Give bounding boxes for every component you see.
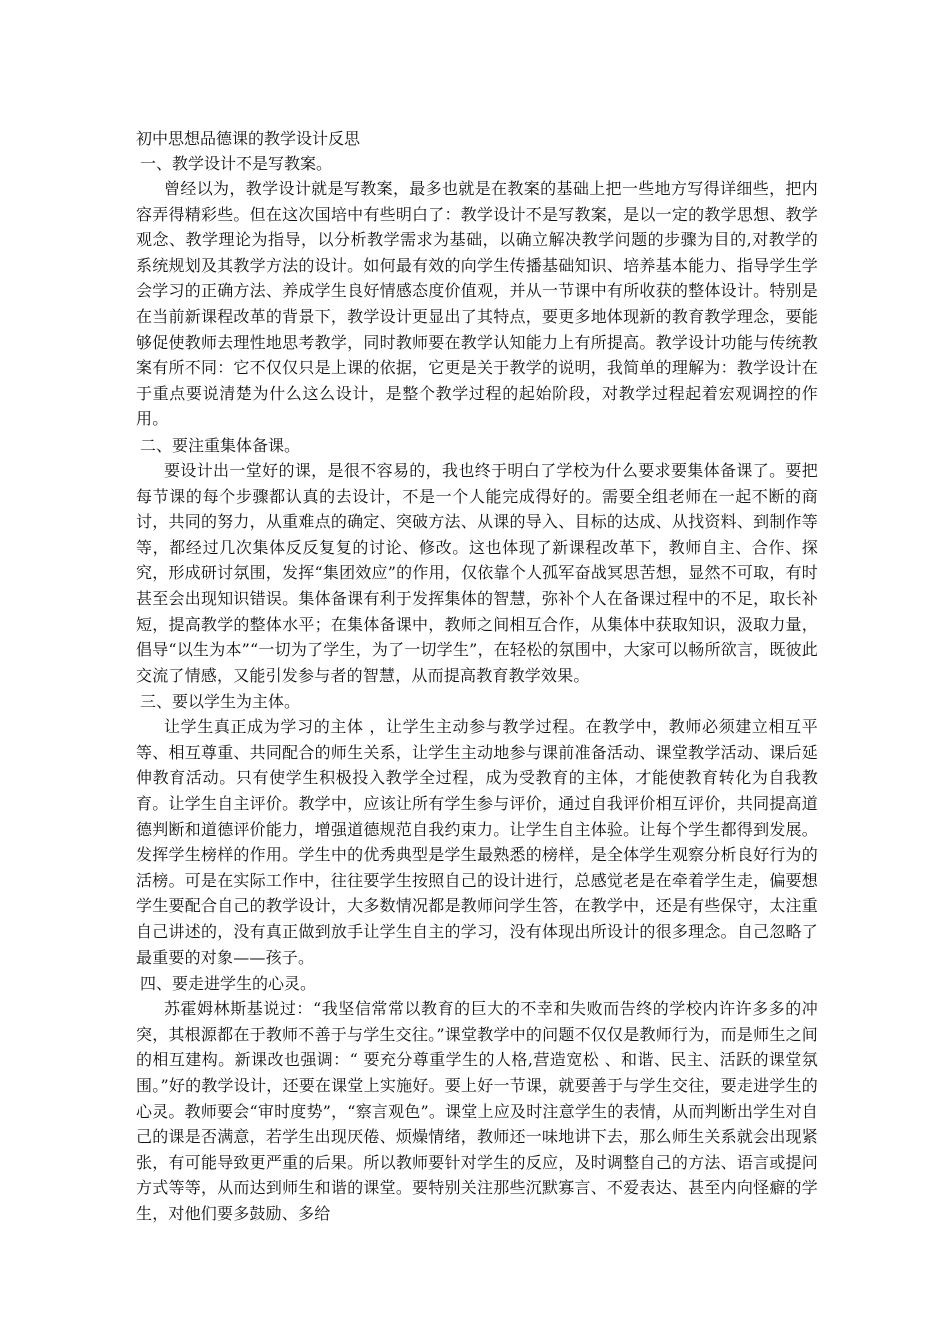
section-paragraph: 要设计出一堂好的课，是很不容易的，我也终于明白了学校为什么要求要集体备课了。要把每节课的每个步骤都认真的去设计，不是一个人能完成得好的。需要全组老师在一起不断的商讨，共同的努力，从重难点的确定、突破方法、从课的导入、目标的达成、从找资料、到制作等等，都经过几次集体反反复复的讨论、修改。这也体现了新课程改革下，教师自主、合作、探究，形成研讨氛围，发挥“集团效应”的作用，仅依靠个人孤军奋战冥思苦想，显然不可取，有时甚至会出现知识错误。集体备课有利于发挥集体的智慧，弥补个人在备课过程中的不足，取长补短，提高教学的整体水平；在集体备课中，教师之间相互合作，从集体中获取知识，汲取力量，倡导“以生为本”“一切为了学生，为了一切学生”，在轻松的氛围中，大家可以畅所欲言，既彼此交流了情感，又能引发参与者的智慧，从而提高教育教学效果。 bbox=[136, 460, 818, 685]
section-heading: 四、要走进学生的心灵。 bbox=[140, 974, 317, 994]
section-heading: 三、要以学生为主体。 bbox=[140, 692, 301, 712]
section-1 bbox=[136, 152, 818, 432]
section-3 bbox=[136, 690, 818, 970]
section-paragraph: 让学生真正成为学习的主体 ，让学生主动参与教学过程。在教学中，教师必须建立相互平等、相互尊重、共同配合的师生关系，让学生主动地参与课前准备活动、课堂教学活动、课后延伸教育活动。只有使学生积极投入教学全过程，成为受教育的主体，才能使教育转化为自我教育。让学生自主评价。教学中，应该让所有学生参与评价，通过自我评价相互评价，共同提高道德判断和道德评价能力，增强道德规范自我约束力。让学生自主体验。让每个学生都得到发展。发挥学生榜样的作用。学生中的优秀典型是学生最熟悉的榜样，是全体学生观察分析良好行为的活榜。可是在实际工作中，往往要学生按照自己的设计进行，总感觉老是在牵着学生走，偏要想学生要配合自己的教学设计，大多数情况都是教师问学生答，在教学中，还是有些保守，太注重自己讲述的，没有真正做到放手让学生自主的学习，没有体现出所设计的很多理念。自己忽略了最重要的对象——孩子。 bbox=[136, 717, 818, 967]
section-paragraph: 曾经以为，教学设计就是写教案，最多也就是在教案的基础上把一些地方写得详细些，把内容弄得精彩些。但在这次国培中有些明白了：教学设计不是写教案，是以一定的教学思想、教学观念、教学理论为指导，以分析教学需求为基础，以确立解决教学问题的步骤为目的,对教学的系统规划及其教学方法的设计。如何最有效的向学生传播基础知识、培养基本能力、指导学生学会学习的正确方法、养成学生良好情感态度价值观，并从一节课中有所收获的整体设计。特别是在当前新课程改革的背景下，教学设计更显出了其特点，要更多地体现新的教育教学理念，要能够促使教师去理性地思考教学，同时教师要在教学认知能力上有所提高。教学设计功能与传统教案有所不同：它不仅仅只是上课的依据，它更是关于教学的说明，我简单的理解为：教学设计在于重点要说清楚为什么这么设计，是整个教学过程的起始阶段，对教学过程起着宏观调控的作用。 bbox=[136, 179, 818, 429]
section-heading: 二、要注重集体备课。 bbox=[140, 435, 301, 455]
section-2 bbox=[136, 434, 818, 688]
section-heading: 一、教学设计不是写教案。 bbox=[140, 154, 333, 173]
document-page bbox=[136, 127, 818, 1229]
section-4 bbox=[136, 972, 818, 1226]
document-title: 初中思想品德课的教学设计反思 bbox=[136, 129, 361, 148]
section-paragraph: 苏霍姆林斯基说过：“我坚信常常以教育的巨大的不幸和失败而告终的学校内许许多多的冲突，其根源都在于教师不善于与学生交往。”课堂教学中的问题不仅仅是教师行为，而是师生之间的相互建构。新课改也强调：“ 要充分尊重学生的人格,营造宽松 、和谐、民主、活跃的课堂氛围。”好的教学设计，还要在课堂上实施好。要上好一节课，就要善于与学生交往，要走进学生的心灵。教师要会“审时度势”，“察言观色”。课堂上应及时注意学生的表情，从而判断出学生对自己的课是否满意，若学生出现厌倦、烦燥情绪，教师还一味地讲下去，那么师生关系就会出现紧张，有可能导致更严重的后果。所以教师要针对学生的反应，及时调整自己的方法、语言或提问方式等等，从而达到师生和谐的课堂。要特别关注那些沉默寡言、不爱表达、甚至内向怪癖的学生，对他们要多鼓励、多给 bbox=[136, 999, 818, 1223]
